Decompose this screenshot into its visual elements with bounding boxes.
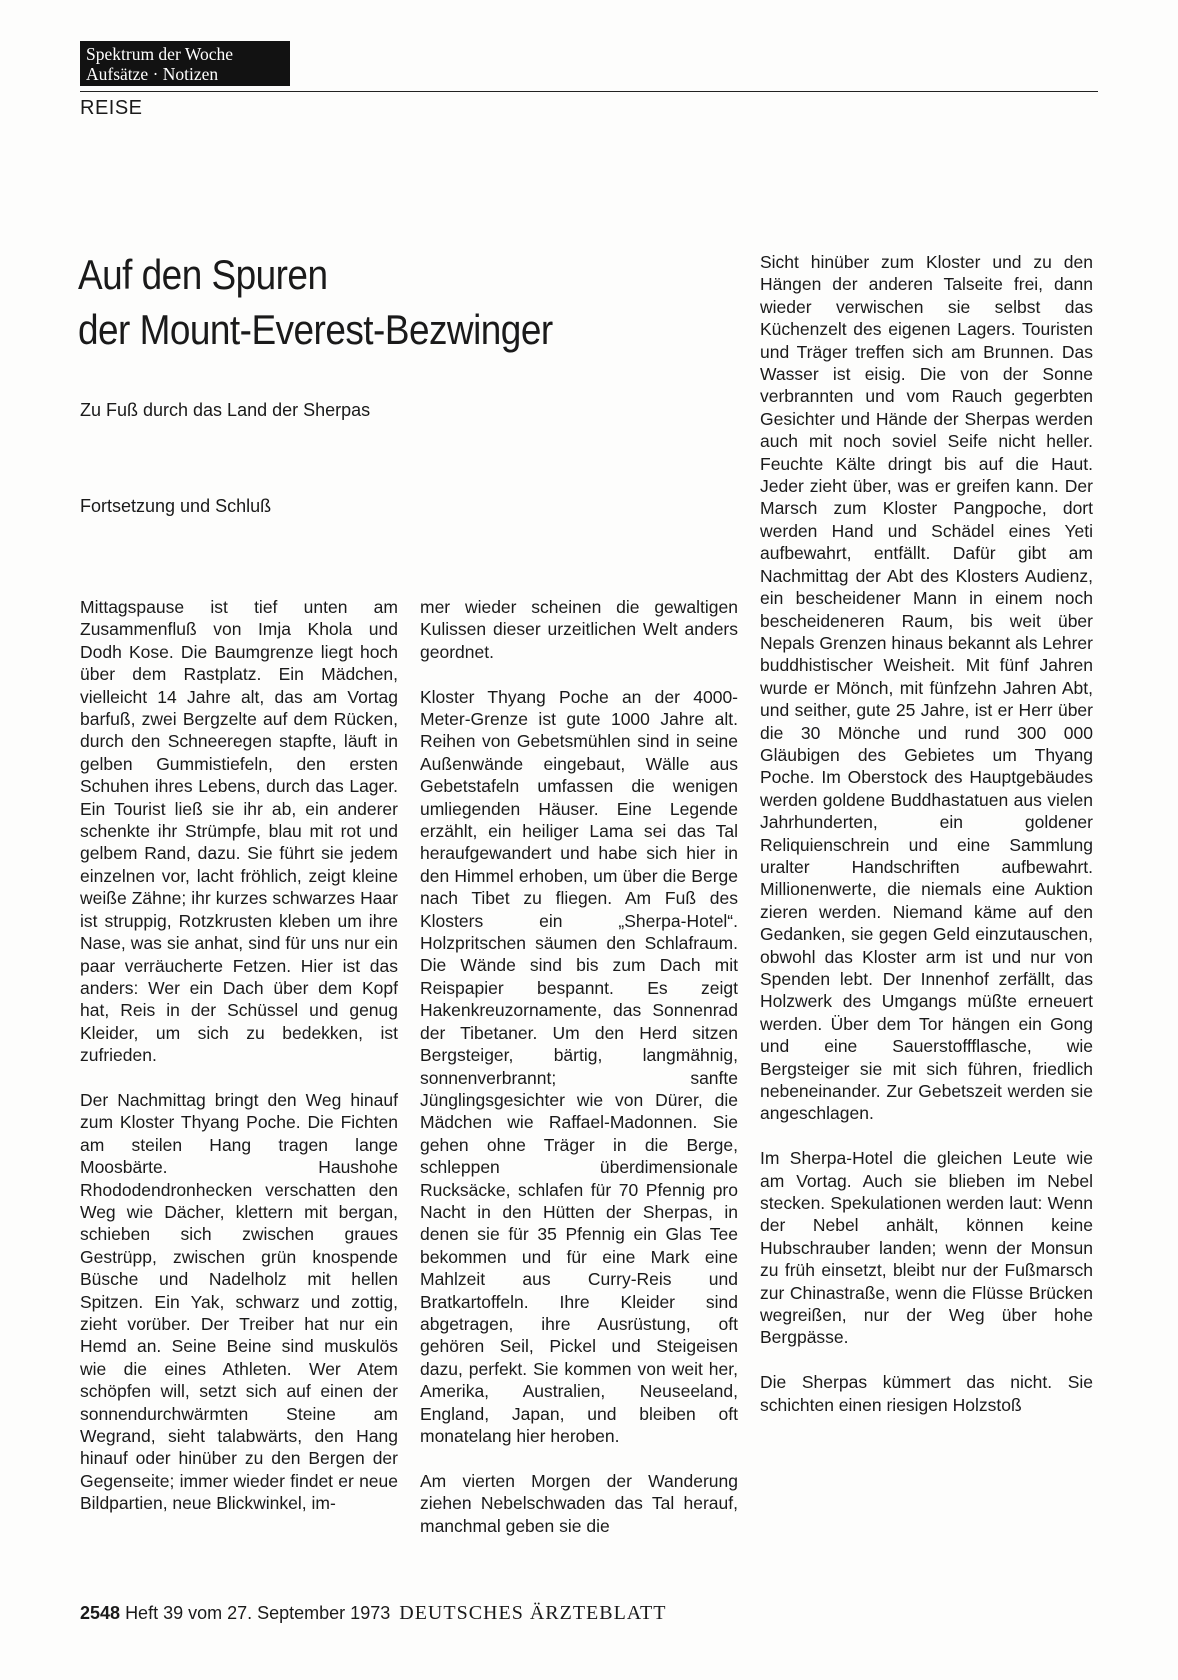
title-line-2: der Mount-Everest-Bezwinger <box>78 306 553 353</box>
masthead-title: Spektrum der Woche <box>86 44 233 64</box>
journal-name: DEUTSCHES ÄRZTEBLATT <box>399 1602 667 1624</box>
article-title <box>78 247 641 357</box>
text-column-1 <box>80 596 398 1515</box>
paragraph: Am vierten Morgen der Wanderung ziehen Nebelschwaden das Tal herauf, manchmal geben sie die <box>420 1470 738 1536</box>
text-column-2 <box>420 596 738 1537</box>
title-line-1: Auf den Spuren <box>78 251 328 298</box>
article-subtitle: Zu Fuß durch das Land der Sherpas <box>80 400 371 420</box>
paragraph: Im Sherpa-Hotel die gleichen Leute wie am Vortag. Auch sie blieben im Nebel stecken. Spekulationen werden laut: Wenn der Nebel anhält, können keine Hubschrauber landen; wenn der Monsun zu früh einsetzt, bleibt nur der Fußmarsch zur Chinastraße, wenn die Flüsse Brücken wegreißen, nur der Weg über hohe Bergpässe. <box>760 1148 1093 1348</box>
continuation-note: Fortsetzung und Schluß <box>80 496 272 516</box>
paragraph: Mittagspause ist tief unten am Zusammenfluß von Imja Khola und Dodh Kose. Die Baumgrenze liegt hoch über dem Rastplatz. Ein Mädchen, vielleicht 14 Jahre alt, das am Vortag barfuß, zwei Bergzelte auf dem Rücken, durch den Schneeregen stapfte, läuft in gelben Gummistiefeln, den ersten Schuhen ihres Lebens, durch das Lager. Ein Tourist ließ sie ihr ab, ein anderer schenkte ihr Strümpfe, blau mit rot und gelbem Rand, dazu. Sie führt sie jedem einzelnen vor, lacht fröhlich, zeigt kleine weiße Zähne; ihr kurzes schwarzes Haar ist struppig, Rotzkrusten kleben um ihre Nase, was sie anhat, sind für uns nur ein paar verräucherte Fetzen. Hier ist das anders: Wer ein Dach über dem Kopf hat, Reis in der Schüssel und genug Kleider, um sich zu bedekken, ist zufrieden. <box>80 597 398 1066</box>
masthead-subtitle: Aufsätze · Notizen <box>86 64 219 84</box>
header-rule <box>80 91 1098 92</box>
paragraph: mer wieder scheinen die gewaltigen Kulissen dieser urzeitlichen Welt anders geordnet. <box>420 597 738 662</box>
masthead-box <box>80 41 290 86</box>
page-footer <box>80 1602 666 1625</box>
text-column-3 <box>760 251 1093 1416</box>
paragraph: Kloster Thyang Poche an der 4000-Meter-Grenze ist gute 1000 Jahre alt. Reihen von Gebetsmühlen sind in seine Außenwände eingebaut, Wälle aus Gebetstafeln umfassen die wenigen umliegenden Häuser. Eine Legende erzählt, ein heiliger Lama sei das Tal heraufgewandert und habe sich hier in den Himmel erhoben, um über die Berge nach Tibet zu fliegen. Am Fuß des Klosters ein „Sherpa-Hotel“. Holzpritschen säumen den Schlafraum. Die Wände sind bis zum Dach mit Reispapier bespannt. Es zeigt Hakenkreuzornamente, das Sonnenrad der Tibetaner. Um den Herd sitzen Bergsteiger, bärtig, langmähnig, sonnenverbrannt; sanfte Jünglingsgesichter wie von Dürer, die Mädchen wie Raffael-Madonnen. Sie gehen ohne Träger in die Berge, schleppen überdimensionale Rucksäcke, schlafen für 70 Pfennig pro Nacht in den Hütten der Sherpas, in denen sie für 35 Pfennig ein Glas Tee bekommen und für eine Mark eine Mahlzeit aus Curry-Reis und Bratkartoffeln. Ihre Kleider sind abgetragen, ihre Ausrüstung, oft gehören Seil, Pickel und Steigeisen dazu, perfekt. Sie kommen von weit her, Amerika, Australien, Neuseeland, England, Japan, und bleiben oft monatelang hier heroben. <box>420 686 738 1447</box>
paragraph: Sicht hinüber zum Kloster und zu den Hängen der anderen Talseite frei, dann wieder verwischen sie selbst das Küchenzelt des eigenen Lagers. Touristen und Träger treffen sich am Brunnen. Das Wasser ist eisig. Die von der Sonne verbrannten und vom Rauch gegerbten Gesichter und Hände der Sherpas werden auch mit noch soviel Seife nicht heller. Feuchte Kälte dringt bis auf die Haut. Jeder zieht über, was er greifen kann. Der Marsch zum Kloster Pangpoche, dort werden Hand und Schädel eines Yeti aufbewahrt, entfällt. Dafür gibt am Nachmittag der Abt des Klosters Audienz, ein bescheidener Mann in einem noch bescheideneren Raum, bis weit über Nepals Grenzen hinaus bekannt als Lehrer buddhistischer Weisheit. Mit fünf Jahren wurde er Mönch, mit fünfzehn Jahren Abt, und seither, gute 25 Jahre, ist er Herr über die 30 Mönche und rund 300 000 Gläubigen des Gebietes um Thyang Poche. Im Oberstock des Hauptgebäudes werden goldene Buddhastatuen aus vielen Jahrhunderten, ein goldener Reliquienschrein und eine Sammlung uralter Handschriften aufbewahrt. Millionenwerte, die niemals eine Auktion zieren werden. Niemand käme auf den Gedanken, sie gegen Geld einzutauschen, obwohl das Kloster arm ist und nur von Spenden lebt. Der Innenhof zerfällt, das Holzwerk des Umgangs müßte erneuert werden. Über dem Tor hängen ein Gong und eine Sauerstoffflasche, wie Bergsteiger sie mit sich führen, friedlich nebeneinander. Zur Gebetszeit werden sie angeschlagen. <box>760 252 1093 1124</box>
paragraph: Die Sherpas kümmert das nicht. Sie schichten einen riesigen Holzstoß <box>760 1372 1093 1415</box>
issue-info: Heft 39 vom 27. September 1973 <box>125 1603 391 1623</box>
paragraph: Der Nachmittag bringt den Weg hinauf zum Kloster Thyang Poche. Die Fichten am steilen Hang tragen lange Moosbärte. Haushohe Rhododendronhecken verschatten den Weg wie Dächer, klettern mit bergan, schieben sich zwischen graues Gestrüpp, zwischen grün knospende Büsche und Nadelholz mit hellen Spitzen. Ein Yak, schwarz und zottig, zieht vorüber. Der Treiber hat nur ein Hemd an. Seine Beine sind muskulös wie die eines Athleten. Wer Atem schöpfen will, setzt sich auf einen der sonnendurchwärmten Steine am Wegrand, sieht talabwärts, den Hang hinauf oder hinüber zu den Bergen der Gegenseite; immer wieder findet er neue Bildpartien, neue Blickwinkel, im- <box>80 1089 398 1514</box>
page-number: 2548 <box>80 1603 121 1623</box>
section-label: REISE <box>80 97 143 119</box>
